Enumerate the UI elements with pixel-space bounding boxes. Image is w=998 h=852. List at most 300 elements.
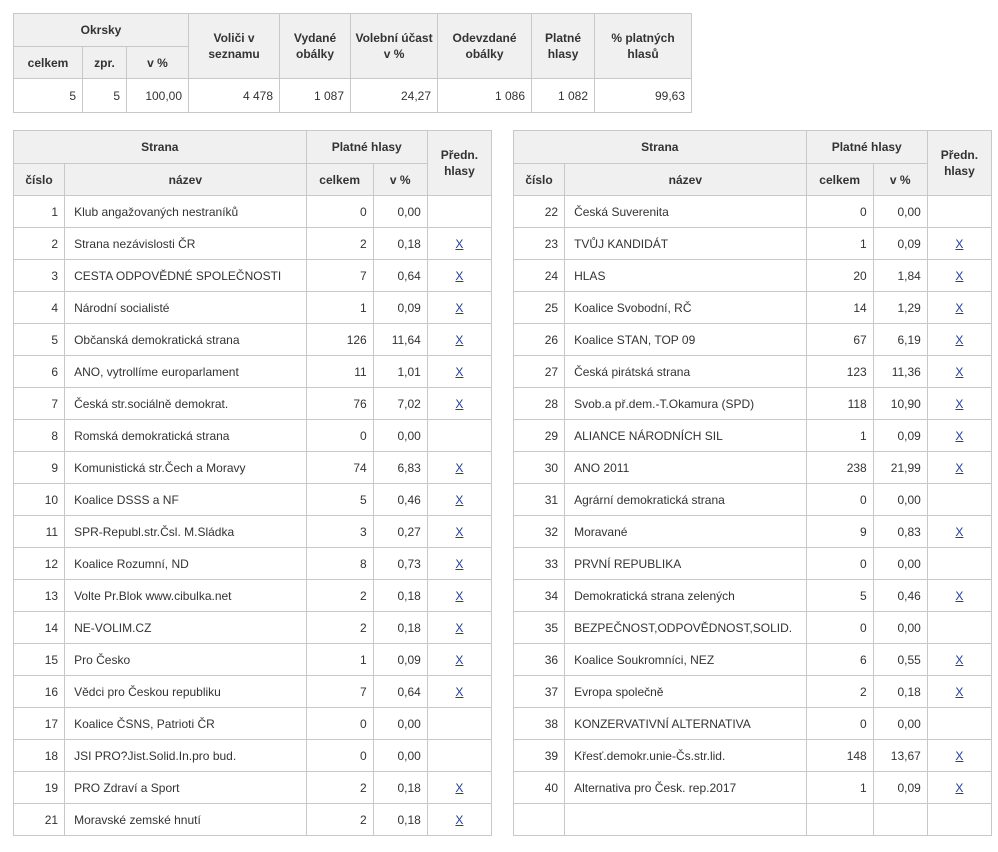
preferential-votes-cell <box>927 804 991 836</box>
preferential-votes-link[interactable]: X <box>955 300 964 315</box>
table-row <box>514 804 992 836</box>
party-name: ANO 2011 <box>565 452 807 484</box>
preferential-votes-cell <box>927 324 991 356</box>
party-votes: 1 <box>806 420 873 452</box>
party-name: Evropa společně <box>565 676 807 708</box>
table-row <box>14 548 492 580</box>
table-row <box>514 420 992 452</box>
party-number: 40 <box>514 772 565 804</box>
summary-platne: 1 082 <box>532 79 595 113</box>
party-votes: 0 <box>806 708 873 740</box>
party-votes: 11 <box>306 356 373 388</box>
okrsky-header: Okrsky <box>14 14 189 47</box>
table-row <box>14 676 492 708</box>
party-percent: 7,02 <box>373 388 427 420</box>
preferential-votes-cell <box>927 708 991 740</box>
party-number: 1 <box>14 196 65 228</box>
party-name: ALIANCE NÁRODNÍCH SIL <box>565 420 807 452</box>
vydane-header: Vydané obálky <box>280 14 351 79</box>
party-number: 28 <box>514 388 565 420</box>
party-votes: 5 <box>806 580 873 612</box>
party-percent: 0,00 <box>873 612 927 644</box>
party-percent: 0,64 <box>373 260 427 292</box>
summary-volici: 4 478 <box>189 79 280 113</box>
table-row <box>14 260 492 292</box>
party-name: Svob.a př.dem.-T.Okamura (SPD) <box>565 388 807 420</box>
party-percent: 0,00 <box>873 196 927 228</box>
party-percent: 0,18 <box>873 676 927 708</box>
preferential-votes-cell <box>927 772 991 804</box>
preferential-votes-cell <box>427 708 491 740</box>
preferential-votes-link[interactable]: X <box>455 588 464 603</box>
party-percent: 6,83 <box>373 452 427 484</box>
preferential-votes-cell <box>927 644 991 676</box>
party-votes: 2 <box>306 804 373 836</box>
party-percent: 0,09 <box>873 772 927 804</box>
party-name: Koalice Svobodní, RČ <box>565 292 807 324</box>
table-row <box>514 676 992 708</box>
party-votes <box>806 804 873 836</box>
party-name: Klub angažovaných nestraníků <box>65 196 307 228</box>
party-number: 27 <box>514 356 565 388</box>
predn-hlasy-header: Předn. hlasy <box>927 131 991 196</box>
okrsky-vpct-header: v % <box>127 47 189 79</box>
party-name: Agrární demokratická strana <box>565 484 807 516</box>
party-number: 22 <box>514 196 565 228</box>
party-name: Česká str.sociálně demokrat. <box>65 388 307 420</box>
party-number: 21 <box>14 804 65 836</box>
party-number: 5 <box>14 324 65 356</box>
party-number: 34 <box>514 580 565 612</box>
table-row <box>14 388 492 420</box>
party-percent: 0,00 <box>373 196 427 228</box>
table-row <box>514 516 992 548</box>
preferential-votes-link[interactable]: X <box>455 620 464 635</box>
table-row <box>14 580 492 612</box>
table-row <box>14 612 492 644</box>
party-number: 16 <box>14 676 65 708</box>
pct-platnych-header: % platných hlasů <box>595 14 692 79</box>
party-number: 11 <box>14 516 65 548</box>
party-number: 32 <box>514 516 565 548</box>
party-votes: 6 <box>806 644 873 676</box>
party-number: 15 <box>14 644 65 676</box>
party-votes: 2 <box>306 772 373 804</box>
preferential-votes-cell <box>427 292 491 324</box>
preferential-votes-link[interactable]: X <box>955 684 964 699</box>
party-name: Pro Česko <box>65 644 307 676</box>
party-name: Moravské zemské hnutí <box>65 804 307 836</box>
preferential-votes-cell <box>927 516 991 548</box>
party-percent: 0,18 <box>373 612 427 644</box>
party-votes: 148 <box>806 740 873 772</box>
party-votes: 2 <box>806 676 873 708</box>
cislo-header: číslo <box>514 164 565 196</box>
summary-table <box>13 13 692 113</box>
table-row <box>514 356 992 388</box>
preferential-votes-link[interactable]: X <box>955 396 964 411</box>
party-name: Česká Suverenita <box>565 196 807 228</box>
preferential-votes-cell <box>427 548 491 580</box>
platne-hlasy-header: Platné hlasy <box>306 131 427 164</box>
preferential-votes-cell <box>927 420 991 452</box>
party-number: 35 <box>514 612 565 644</box>
table-row <box>514 292 992 324</box>
preferential-votes-link[interactable]: X <box>955 332 964 347</box>
table-row <box>514 772 992 804</box>
party-number: 6 <box>14 356 65 388</box>
preferential-votes-cell <box>427 804 491 836</box>
preferential-votes-cell <box>427 772 491 804</box>
preferential-votes-cell <box>427 612 491 644</box>
party-name <box>565 804 807 836</box>
party-percent: 0,09 <box>873 420 927 452</box>
preferential-votes-link[interactable]: X <box>455 524 464 539</box>
party-percent: 11,64 <box>373 324 427 356</box>
party-percent: 0,00 <box>373 708 427 740</box>
table-row <box>514 708 992 740</box>
party-name: Koalice ČSNS, Patrioti ČR <box>65 708 307 740</box>
party-name: KONZERVATIVNÍ ALTERNATIVA <box>565 708 807 740</box>
party-percent: 0,00 <box>373 740 427 772</box>
party-percent: 6,19 <box>873 324 927 356</box>
party-votes: 5 <box>306 484 373 516</box>
party-number: 25 <box>514 292 565 324</box>
table-row <box>514 260 992 292</box>
preferential-votes-cell <box>927 676 991 708</box>
preferential-votes-cell <box>427 676 491 708</box>
party-percent: 21,99 <box>873 452 927 484</box>
table-row <box>14 804 492 836</box>
party-name: Česká pirátská strana <box>565 356 807 388</box>
preferential-votes-link[interactable]: X <box>455 460 464 475</box>
table-row <box>14 740 492 772</box>
preferential-votes-link[interactable]: X <box>955 524 964 539</box>
preferential-votes-cell <box>427 324 491 356</box>
party-votes: 1 <box>806 772 873 804</box>
party-name: Koalice Soukromníci, NEZ <box>565 644 807 676</box>
party-percent: 0,00 <box>873 548 927 580</box>
cislo-header: číslo <box>14 164 65 196</box>
preferential-votes-link[interactable]: X <box>955 748 964 763</box>
table-row <box>14 292 492 324</box>
preferential-votes-link[interactable]: X <box>455 556 464 571</box>
party-percent: 0,09 <box>873 228 927 260</box>
party-number: 24 <box>514 260 565 292</box>
party-name: Alternativa pro Česk. rep.2017 <box>565 772 807 804</box>
party-votes: 2 <box>306 612 373 644</box>
table-row <box>14 484 492 516</box>
summary-pct-platnych: 99,63 <box>595 79 692 113</box>
party-name: ANO, vytrollíme europarlament <box>65 356 307 388</box>
party-percent: 0,09 <box>373 644 427 676</box>
party-number: 8 <box>14 420 65 452</box>
nazev-header: název <box>65 164 307 196</box>
party-number: 3 <box>14 260 65 292</box>
preferential-votes-cell <box>427 196 491 228</box>
party-number: 9 <box>14 452 65 484</box>
party-votes: 1 <box>306 644 373 676</box>
preferential-votes-cell <box>927 548 991 580</box>
table-row <box>514 580 992 612</box>
party-number: 10 <box>14 484 65 516</box>
party-percent: 11,36 <box>873 356 927 388</box>
preferential-votes-cell <box>927 740 991 772</box>
party-percent: 0,18 <box>373 772 427 804</box>
party-name: TVŮJ KANDIDÁT <box>565 228 807 260</box>
odevzdane-header: Odevzdané obálky <box>438 14 532 79</box>
table-row <box>514 612 992 644</box>
party-table-left <box>13 130 492 836</box>
party-name: Moravané <box>565 516 807 548</box>
party-votes: 0 <box>806 196 873 228</box>
party-percent: 0,00 <box>873 484 927 516</box>
preferential-votes-link[interactable]: X <box>455 684 464 699</box>
preferential-votes-link[interactable]: X <box>955 364 964 379</box>
party-number: 39 <box>514 740 565 772</box>
preferential-votes-link[interactable]: X <box>955 588 964 603</box>
table-row <box>14 644 492 676</box>
preferential-votes-link[interactable]: X <box>955 780 964 795</box>
table-row <box>14 452 492 484</box>
party-name: Křesť.demokr.unie-Čs.str.lid. <box>565 740 807 772</box>
party-number: 7 <box>14 388 65 420</box>
preferential-votes-cell <box>927 260 991 292</box>
nazev-header: název <box>565 164 807 196</box>
summary-row <box>14 79 692 113</box>
party-number: 30 <box>514 452 565 484</box>
table-row <box>514 484 992 516</box>
party-number: 37 <box>514 676 565 708</box>
party-name: Koalice DSSS a NF <box>65 484 307 516</box>
preferential-votes-link[interactable]: X <box>455 812 464 827</box>
party-votes: 0 <box>306 420 373 452</box>
party-number: 31 <box>514 484 565 516</box>
preferential-votes-cell <box>427 740 491 772</box>
summary-vpct: 100,00 <box>127 79 189 113</box>
strana-header: Strana <box>514 131 807 164</box>
party-votes: 76 <box>306 388 373 420</box>
preferential-votes-cell <box>427 644 491 676</box>
party-votes: 238 <box>806 452 873 484</box>
party-votes: 14 <box>806 292 873 324</box>
party-number: 33 <box>514 548 565 580</box>
party-percent: 0,46 <box>373 484 427 516</box>
party-votes: 1 <box>806 228 873 260</box>
preferential-votes-link[interactable]: X <box>955 236 964 251</box>
preferential-votes-link[interactable]: X <box>955 460 964 475</box>
party-name: HLAS <box>565 260 807 292</box>
party-votes: 3 <box>306 516 373 548</box>
table-row <box>514 324 992 356</box>
party-percent: 0,00 <box>873 708 927 740</box>
party-name: PRO Zdraví a Sport <box>65 772 307 804</box>
party-percent: 13,67 <box>873 740 927 772</box>
party-votes: 67 <box>806 324 873 356</box>
party-number: 12 <box>14 548 65 580</box>
party-percent: 1,29 <box>873 292 927 324</box>
party-number: 36 <box>514 644 565 676</box>
party-number <box>514 804 565 836</box>
preferential-votes-cell <box>927 580 991 612</box>
vpct-header: v % <box>873 164 927 196</box>
preferential-votes-cell <box>927 196 991 228</box>
party-number: 2 <box>14 228 65 260</box>
strana-header: Strana <box>14 131 307 164</box>
party-votes: 2 <box>306 580 373 612</box>
preferential-votes-link[interactable]: X <box>955 652 964 667</box>
party-name: Komunistická str.Čech a Moravy <box>65 452 307 484</box>
party-votes: 0 <box>306 740 373 772</box>
preferential-votes-link[interactable]: X <box>455 780 464 795</box>
preferential-votes-cell <box>927 228 991 260</box>
party-votes: 7 <box>306 676 373 708</box>
party-votes: 123 <box>806 356 873 388</box>
table-row <box>514 644 992 676</box>
summary-celkem: 5 <box>14 79 83 113</box>
preferential-votes-cell <box>927 452 991 484</box>
summary-ucast: 24,27 <box>351 79 438 113</box>
preferential-votes-link[interactable]: X <box>955 428 964 443</box>
party-votes: 0 <box>306 196 373 228</box>
party-name: Národní socialisté <box>65 292 307 324</box>
party-percent: 0,18 <box>373 804 427 836</box>
party-number: 14 <box>14 612 65 644</box>
party-name: Volte Pr.Blok www.cibulka.net <box>65 580 307 612</box>
preferential-votes-cell <box>427 580 491 612</box>
party-votes: 2 <box>306 228 373 260</box>
party-number: 29 <box>514 420 565 452</box>
party-number: 18 <box>14 740 65 772</box>
party-votes: 118 <box>806 388 873 420</box>
platne-header: Platné hlasy <box>532 14 595 79</box>
preferential-votes-link[interactable]: X <box>455 396 464 411</box>
party-votes: 0 <box>806 548 873 580</box>
table-row <box>14 356 492 388</box>
summary-zpr: 5 <box>83 79 127 113</box>
party-name: JSI PRO?Jist.Solid.In.pro bud. <box>65 740 307 772</box>
party-votes: 74 <box>306 452 373 484</box>
party-number: 38 <box>514 708 565 740</box>
party-number: 13 <box>14 580 65 612</box>
platne-hlasy-header: Platné hlasy <box>806 131 927 164</box>
party-votes: 7 <box>306 260 373 292</box>
party-name: Občanská demokratická strana <box>65 324 307 356</box>
table-row <box>514 196 992 228</box>
preferential-votes-link[interactable]: X <box>455 236 464 251</box>
predn-hlasy-header: Předn. hlasy <box>427 131 491 196</box>
preferential-votes-link[interactable]: X <box>455 492 464 507</box>
celkem-header: celkem <box>306 164 373 196</box>
party-name: Strana nezávislosti ČR <box>65 228 307 260</box>
party-name: Demokratická strana zelených <box>565 580 807 612</box>
preferential-votes-link[interactable]: X <box>455 364 464 379</box>
party-percent <box>873 804 927 836</box>
party-percent: 0,83 <box>873 516 927 548</box>
preferential-votes-cell <box>927 356 991 388</box>
preferential-votes-cell <box>927 292 991 324</box>
table-row <box>14 708 492 740</box>
ucast-header: Volební účast v % <box>351 14 438 79</box>
volici-header: Voliči v seznamu <box>189 14 280 79</box>
party-number: 26 <box>514 324 565 356</box>
party-percent: 0,46 <box>873 580 927 612</box>
table-row <box>14 516 492 548</box>
party-number: 23 <box>514 228 565 260</box>
party-percent: 10,90 <box>873 388 927 420</box>
party-name: Vědci pro Českou republiku <box>65 676 307 708</box>
party-votes: 0 <box>806 484 873 516</box>
preferential-votes-cell <box>427 516 491 548</box>
okrsky-celkem-header: celkem <box>14 47 83 79</box>
preferential-votes-link[interactable]: X <box>455 300 464 315</box>
party-votes: 20 <box>806 260 873 292</box>
party-percent: 0,73 <box>373 548 427 580</box>
table-row <box>14 420 492 452</box>
okrsky-zpr-header: zpr. <box>83 47 127 79</box>
party-percent: 0,18 <box>373 228 427 260</box>
preferential-votes-cell <box>427 356 491 388</box>
party-votes: 126 <box>306 324 373 356</box>
table-row <box>14 772 492 804</box>
party-table-right <box>513 130 992 836</box>
preferential-votes-cell <box>427 228 491 260</box>
party-percent: 0,64 <box>373 676 427 708</box>
party-votes: 1 <box>306 292 373 324</box>
party-percent: 0,27 <box>373 516 427 548</box>
party-percent: 1,84 <box>873 260 927 292</box>
party-percent: 0,18 <box>373 580 427 612</box>
party-percent: 0,09 <box>373 292 427 324</box>
preferential-votes-cell <box>427 420 491 452</box>
table-row <box>14 196 492 228</box>
party-votes: 0 <box>306 708 373 740</box>
summary-vydane: 1 087 <box>280 79 351 113</box>
party-number: 17 <box>14 708 65 740</box>
party-name: PRVNÍ REPUBLIKA <box>565 548 807 580</box>
party-votes: 8 <box>306 548 373 580</box>
party-name: Romská demokratická strana <box>65 420 307 452</box>
party-percent: 0,55 <box>873 644 927 676</box>
preferential-votes-cell <box>427 388 491 420</box>
preferential-votes-cell <box>927 388 991 420</box>
preferential-votes-cell <box>927 484 991 516</box>
vpct-header: v % <box>373 164 427 196</box>
party-name: Koalice STAN, TOP 09 <box>565 324 807 356</box>
preferential-votes-link[interactable]: X <box>455 332 464 347</box>
table-row <box>514 452 992 484</box>
party-percent: 0,00 <box>373 420 427 452</box>
party-name: NE-VOLIM.CZ <box>65 612 307 644</box>
preferential-votes-link[interactable]: X <box>455 652 464 667</box>
party-percent: 1,01 <box>373 356 427 388</box>
table-row <box>14 324 492 356</box>
celkem-header: celkem <box>806 164 873 196</box>
table-row <box>514 228 992 260</box>
preferential-votes-link[interactable]: X <box>955 268 964 283</box>
party-number: 19 <box>14 772 65 804</box>
party-name: Koalice Rozumní, ND <box>65 548 307 580</box>
party-votes: 9 <box>806 516 873 548</box>
party-number: 4 <box>14 292 65 324</box>
preferential-votes-cell <box>427 452 491 484</box>
preferential-votes-cell <box>427 260 491 292</box>
party-name: SPR-Republ.str.Čsl. M.Sládka <box>65 516 307 548</box>
party-name: CESTA ODPOVĚDNÉ SPOLEČNOSTI <box>65 260 307 292</box>
preferential-votes-link[interactable]: X <box>455 268 464 283</box>
preferential-votes-cell <box>927 612 991 644</box>
summary-odevzdane: 1 086 <box>438 79 532 113</box>
